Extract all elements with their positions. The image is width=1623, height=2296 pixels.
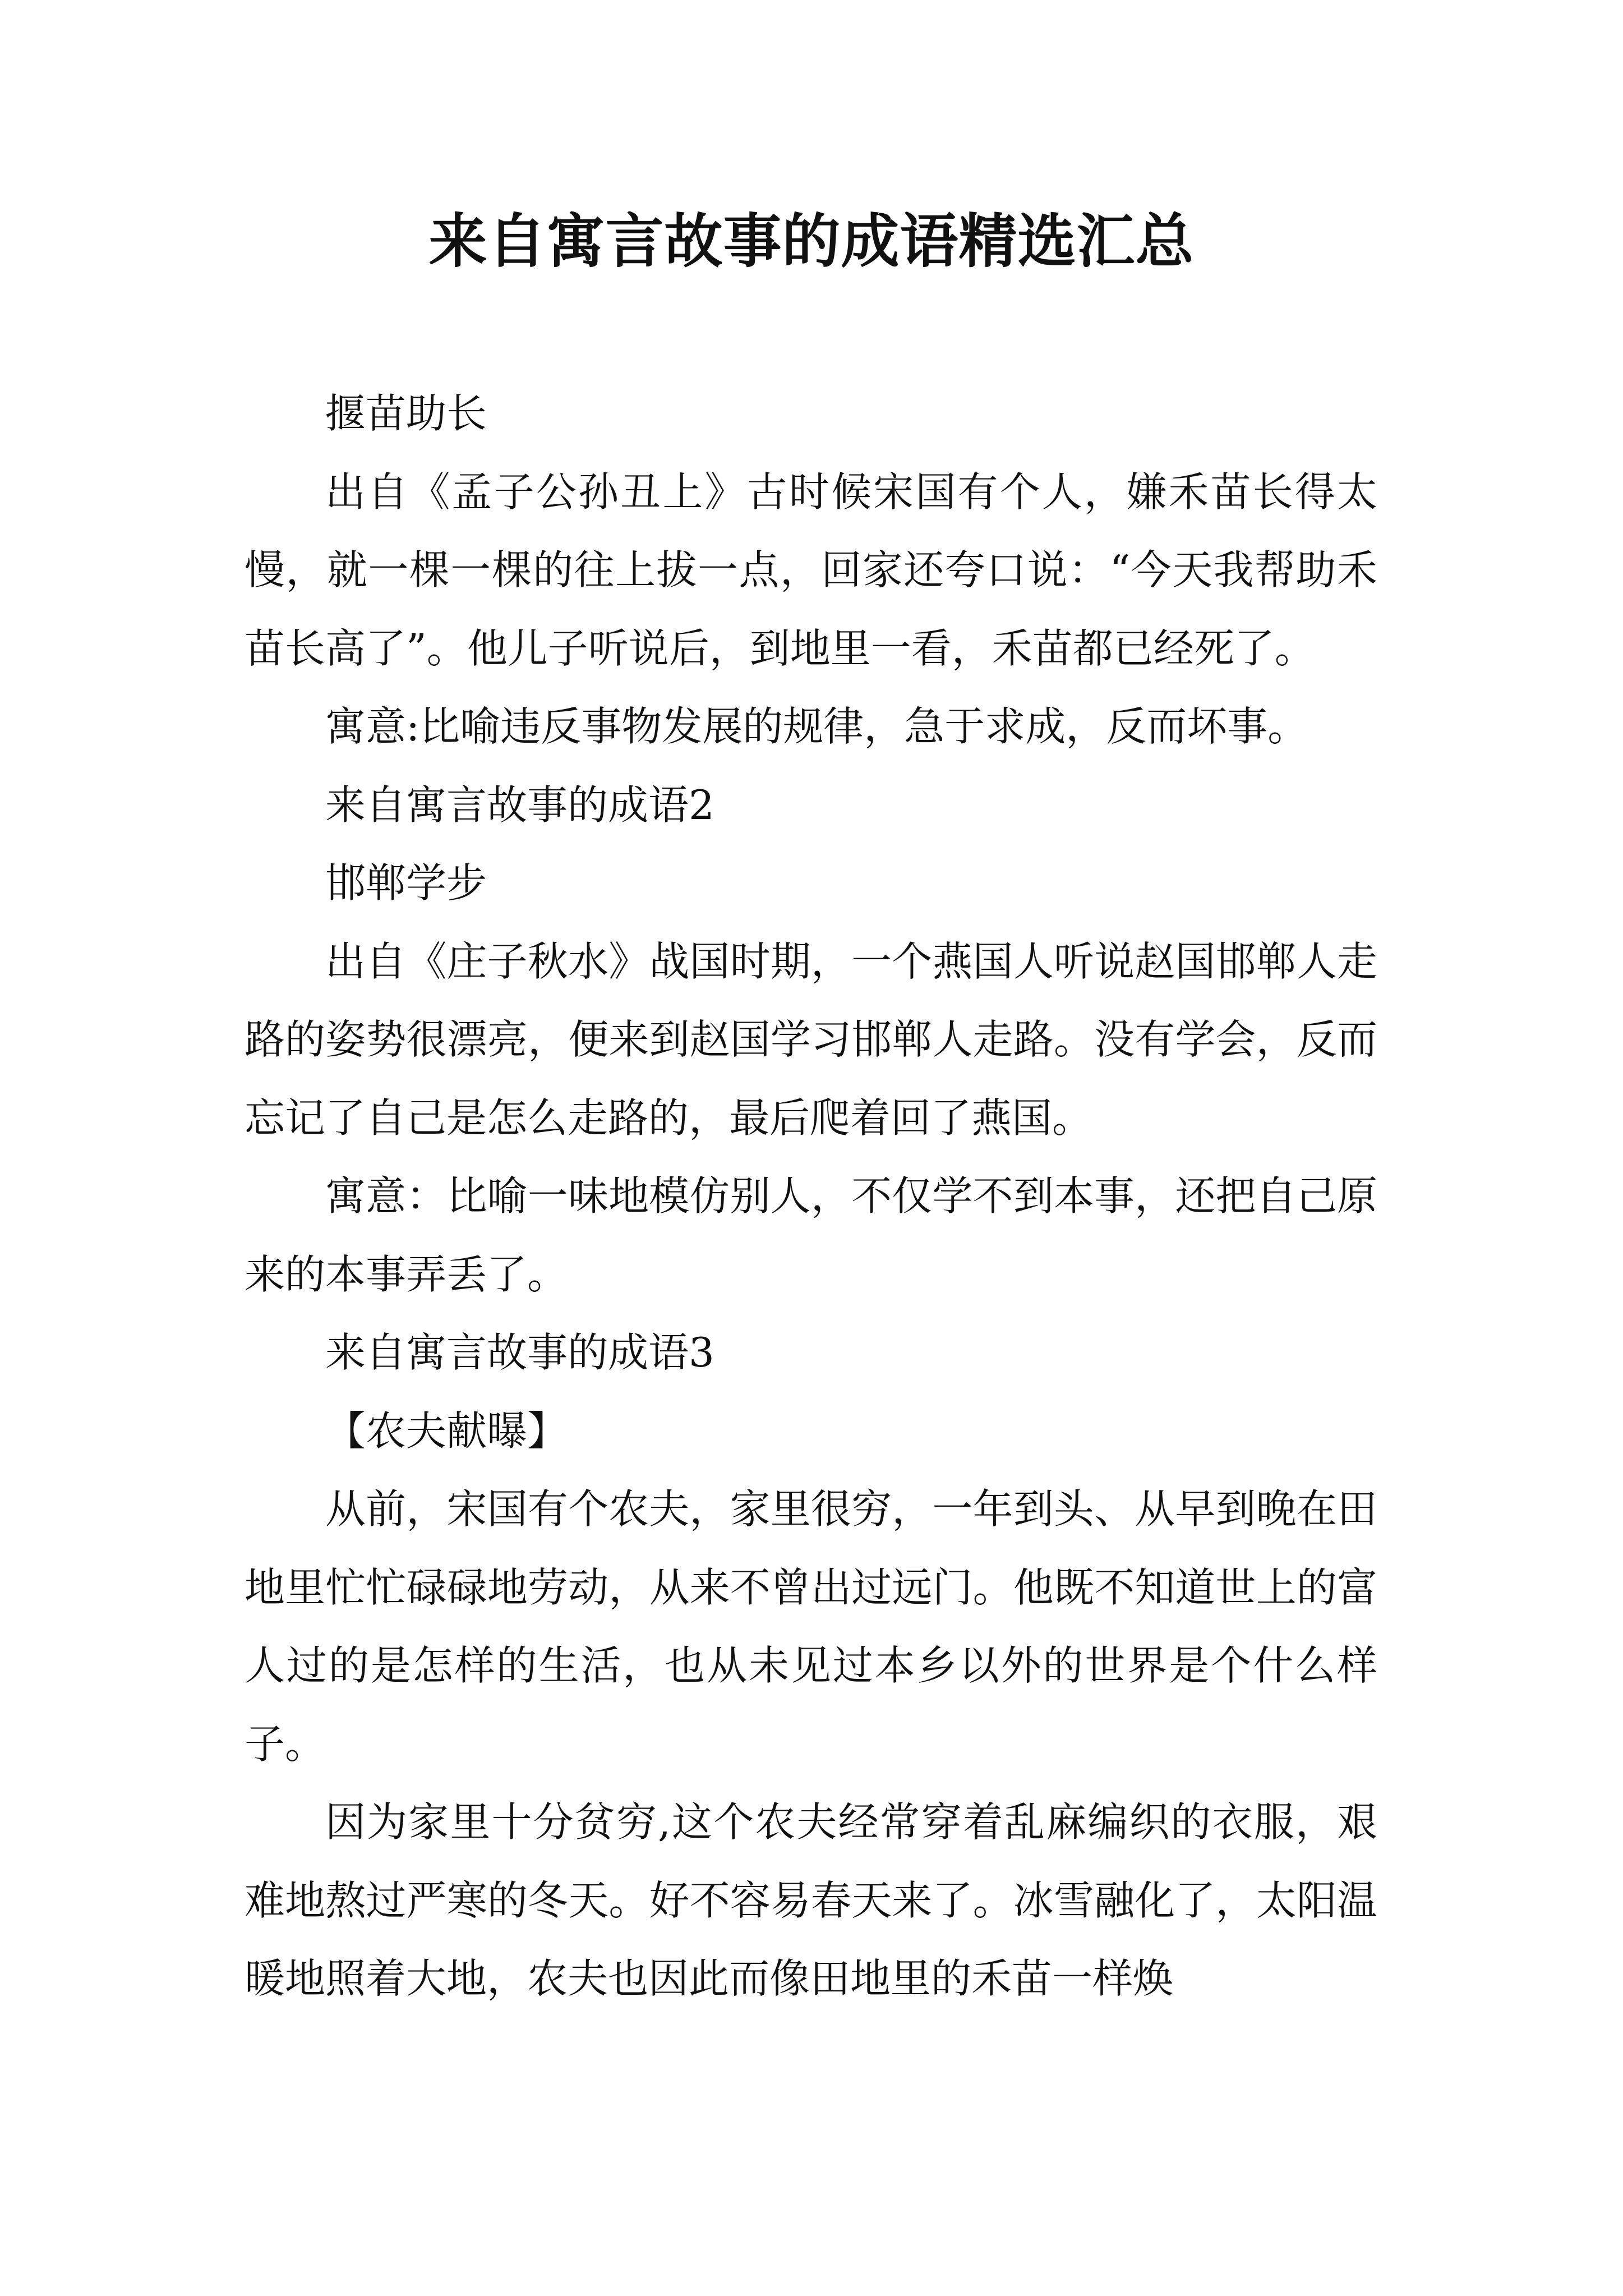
- paragraph-3: 寓意:比喻违反事物发展的规律，急于求成，反而坏事。: [325, 703, 1308, 750]
- paragraph-1: 揠苗助长: [325, 390, 487, 437]
- paragraph-2: 出自《孟子公孙丑上》古时候宋国有个人，嫌禾苗长得太慢，就一棵一棵的往上拔一点，回家还夸口说：“今天我帮助禾苗长高了”。他儿子听说后，到地里一看，禾苗都已经死了。: [245, 468, 1377, 672]
- paragraph-4: 来自寓言故事的成语2: [325, 781, 714, 829]
- paragraph-11: 因为家里十分贫穷,这个农夫经常穿着乱麻编织的衣服，艰难地熬过严寒的冬天。好不容易春天来了。冰雪融化了，太阳温暖地照着大地，农夫也因此而像田地里的禾苗一样焕: [245, 1798, 1377, 2002]
- paragraph-10: 从前，宋国有个农夫，家里很穷，一年到头、从早到晚在田地里忙忙碌碌地劳动，从来不曾出过远门。他既不知道世上的富人过的是怎样的生活，也从未见过本乡以外的世界是个什么样子。: [245, 1485, 1377, 1768]
- paragraph-6: 出自《庄子秋水》战国时期，一个燕国人听说赵国邯郸人走路的姿势很漂亮，便来到赵国学习邯郸人走路。没有学会，反而忘记了自己是怎么走路的，最后爬着回了燕国。: [245, 937, 1377, 1142]
- paragraph-7: 寓意：比喻一味地模仿别人，不仅学不到本事，还把自己原来的本事弄丢了。: [245, 1172, 1377, 1298]
- paragraph-5: 邯郸学步: [325, 859, 487, 907]
- document-title: 来自寓言故事的成语精选汇总: [428, 206, 1195, 275]
- paragraph-9: 【农夫献曝】: [325, 1407, 568, 1455]
- paragraph-8: 来自寓言故事的成语3: [325, 1329, 714, 1376]
- document-body: [245, 375, 1377, 2018]
